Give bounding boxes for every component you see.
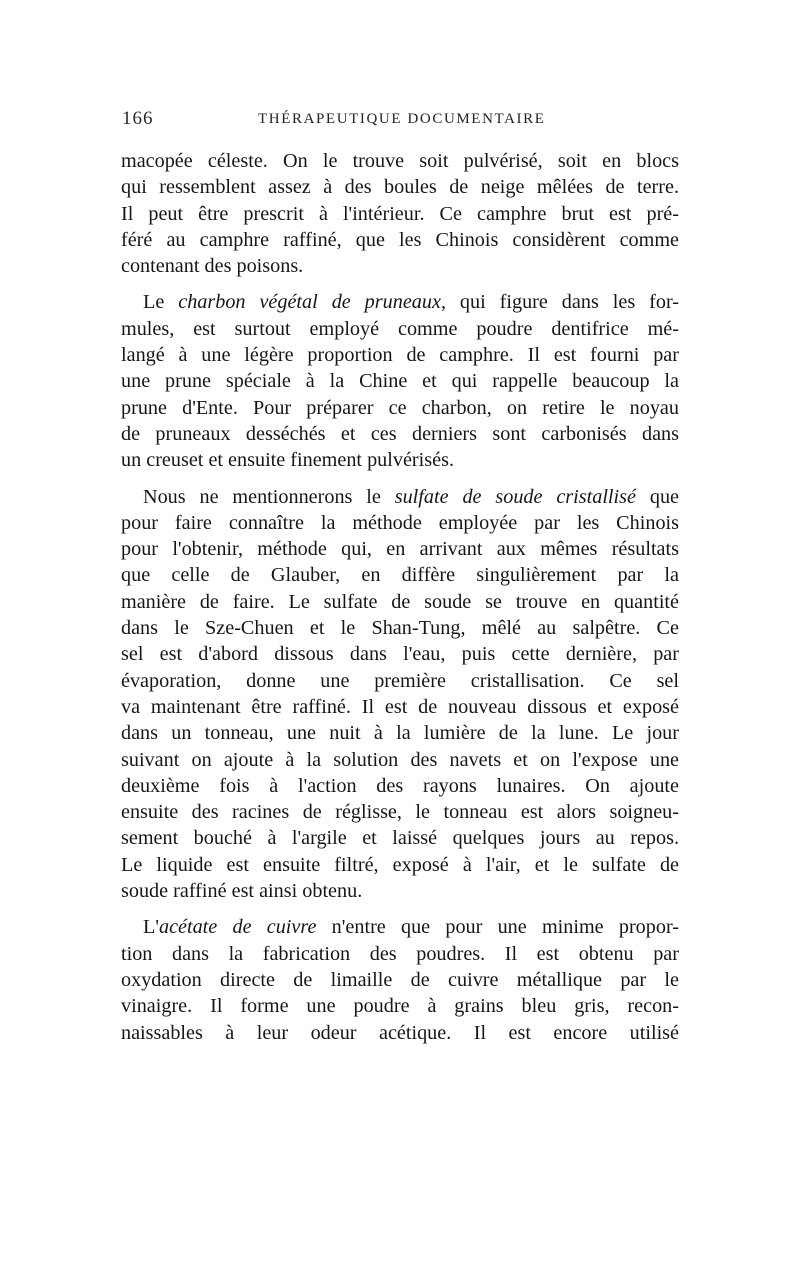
text-run: n'entre que pour une minime propor- [316, 916, 679, 939]
text-line: suivant on ajoute à la solution des navets et on l'expose une [121, 748, 679, 771]
text-line: va maintenant être raffiné. Il est de nouveau dissous et exposé [121, 695, 679, 718]
text-line: dans un tonneau, une nuit à la lumière de la lune. Le jour [121, 722, 679, 745]
italic-term: acétate de cuivre [158, 916, 317, 939]
paragraph-charbon [121, 289, 679, 473]
text-line: une prune spéciale à la Chine et qui rappelle beaucoup la [121, 370, 679, 393]
text-line: mules, est surtout employé comme poudre dentifrice mé- [121, 317, 679, 340]
text-line: sel est d'abord dissous dans l'eau, puis cette dernière, par [121, 643, 679, 666]
text-line: qui ressemblent assez à des boules de neige mêlées de terre. [121, 176, 679, 199]
text-line: sement bouché à l'argile et laissé quelques jours au repos. [121, 827, 679, 850]
text-line: ensuite des racines de réglisse, le tonneau est alors soigneu- [121, 801, 679, 824]
text-line: deuxième fois à l'action des rayons lunaires. On ajoute [121, 774, 679, 797]
paragraph-camphre [121, 148, 679, 279]
text-line: prune d'Ente. Pour préparer ce charbon, on retire le noyau [121, 396, 679, 419]
paragraph-sulfate [121, 484, 679, 905]
text-line: manière de faire. Le sulfate de soude se trouve en quantité [121, 590, 679, 613]
text-line: macopée céleste. On le trouve soit pulvérisé, soit en blocs [121, 150, 679, 172]
text-line: contenant des poisons. [121, 255, 304, 278]
text-line: soude raffiné est ainsi obtenu. [121, 880, 363, 903]
text-run: Le [143, 291, 179, 314]
text-line [121, 484, 679, 510]
text-line: langé à une légère proportion de camphre. Il est fourni par [121, 344, 679, 367]
text-line: pour faire connaître la méthode employée par les Chinois [121, 511, 679, 534]
text-line: tion dans la fabrication des poudres. Il est obtenu par [121, 942, 679, 965]
text-line: de pruneaux desséchés et ces derniers sont carbonisés dans [121, 422, 679, 445]
text-run: L' [143, 916, 159, 939]
page-header [122, 108, 680, 138]
body-text [121, 148, 679, 1056]
text-line: un creuset et ensuite finement pulvérisés. [121, 449, 454, 472]
italic-term: charbon végétal de pruneaux [178, 291, 441, 314]
text-line: dans le Sze-Chuen et le Shan-Tung, mêlé au salpêtre. Ce [121, 617, 679, 640]
text-line: naissables à leur odeur acétique. Il est encore utilisé [121, 1021, 679, 1044]
text-line: féré au camphre raffiné, que les Chinois considèrent comme [121, 228, 679, 251]
text-run: Nous ne mentionnerons le [143, 485, 395, 508]
text-line: oxydation directe de limaille de cuivre métallique par le [121, 968, 679, 991]
text-line: Il peut être prescrit à l'intérieur. Ce camphre brut est pré- [121, 202, 679, 225]
text-line [121, 289, 679, 315]
text-line: pour l'obtenir, méthode qui, en arrivant aux mêmes résultats [121, 538, 679, 561]
text-line [121, 914, 679, 940]
text-run: que [635, 485, 679, 508]
page-number: 166 [122, 108, 154, 129]
paragraph-acetate [121, 914, 679, 1045]
italic-term: sulfate de soude cristallisé [394, 485, 636, 508]
text-line: que celle de Glauber, en diffère singulièrement par la [121, 564, 679, 587]
text-run: , qui figure dans les for- [440, 291, 679, 314]
running-title: THÉRAPEUTIQUE DOCUMENTAIRE [258, 111, 546, 127]
text-line: évaporation, donne une première cristallisation. Ce sel [121, 669, 679, 692]
text-line: Le liquide est ensuite filtré, exposé à l'air, et le sulfate de [121, 853, 679, 876]
text-line: vinaigre. Il forme une poudre à grains bleu gris, recon- [121, 995, 679, 1018]
